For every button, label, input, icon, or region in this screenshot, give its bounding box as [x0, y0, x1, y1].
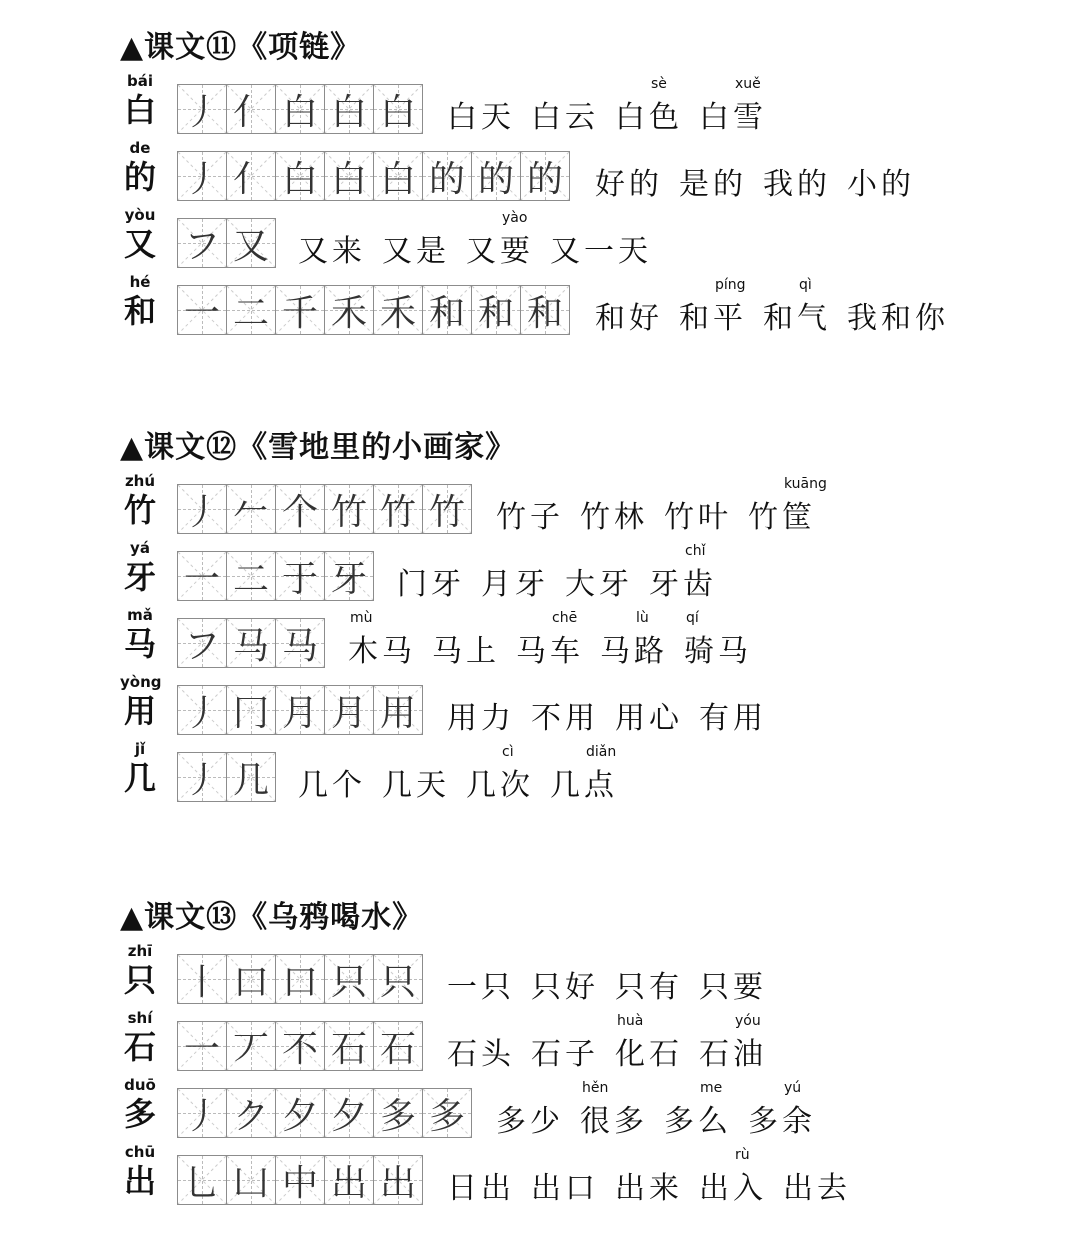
word-text: 白色: [615, 100, 683, 135]
word-pinyin: xuě: [735, 76, 761, 92]
stroke-order-grid: [177, 1088, 472, 1138]
stroke-step: 多: [379, 1095, 416, 1137]
stroke-order-grid: [177, 151, 570, 201]
stroke-step: 竹: [379, 491, 416, 533]
word-text: 化石: [615, 1037, 683, 1072]
word-text: 和平: [679, 301, 747, 336]
stroke-step: 亻: [232, 91, 269, 133]
character-row: [0, 139, 1080, 211]
word-text: 一只: [447, 970, 515, 1005]
character-pinyin: mǎ: [127, 606, 153, 624]
section-title: ▲课文⑪《项链》: [120, 30, 362, 65]
word-text: 马路: [600, 634, 668, 669]
stroke-step: フ: [183, 225, 220, 267]
word-text: 小的: [847, 167, 915, 202]
stroke-step: 夕: [281, 1095, 318, 1137]
character-pinyin: bái: [126, 72, 153, 90]
character: 用: [123, 692, 156, 730]
stroke-step: 一: [183, 292, 220, 334]
stroke-step: 和: [477, 292, 514, 334]
stroke-step: 禾: [330, 292, 367, 334]
character: 马: [123, 625, 156, 663]
stroke-step: 竹: [330, 491, 367, 533]
character: 多: [123, 1095, 156, 1133]
word-text: 石油: [699, 1037, 767, 1072]
word-text: 出来: [615, 1171, 683, 1206]
stroke-box: [374, 152, 423, 200]
stroke-step: 丆: [232, 1028, 269, 1070]
character-row: [0, 740, 1080, 812]
character-row: [0, 273, 1080, 345]
character-pinyin: zhī: [127, 942, 153, 960]
stroke-box: [227, 485, 276, 533]
word-text: 用力: [447, 701, 515, 736]
word-text: 又要: [466, 234, 534, 269]
stroke-box: [423, 152, 472, 200]
word-text: 竹叶: [664, 500, 732, 535]
stroke-box: [227, 1089, 276, 1137]
word-pinyin: me: [700, 1080, 723, 1096]
word-text: 多么: [664, 1104, 732, 1139]
stroke-box: [325, 1156, 374, 1204]
word-text: 几天: [382, 768, 450, 803]
word-pinyin: yú: [784, 1080, 802, 1096]
stroke-step: 马: [232, 625, 269, 667]
word-text: 和气: [763, 301, 831, 336]
stroke-box: [325, 286, 374, 334]
stroke-box: [276, 1089, 325, 1137]
stroke-step: 只: [379, 961, 416, 1003]
word-text: 用心: [615, 701, 683, 736]
stroke-step: 和: [526, 292, 563, 334]
character: 出: [123, 1162, 156, 1200]
stroke-step: 不: [281, 1028, 318, 1070]
stroke-step: 丿: [183, 692, 220, 734]
word-text: 白云: [531, 100, 599, 135]
stroke-box: [227, 1022, 276, 1070]
word-text: 只有: [615, 970, 683, 1005]
stroke-box: [227, 152, 276, 200]
word-text: 只要: [699, 970, 767, 1005]
word-text: 我的: [763, 167, 831, 202]
section-title: ▲课文⑫《雪地里的小画家》: [120, 430, 517, 465]
stroke-box: [276, 1022, 325, 1070]
character-pinyin: yòng: [120, 673, 162, 691]
word-pinyin: chǐ: [685, 543, 706, 559]
character-pinyin: zhú: [124, 472, 156, 490]
word-pinyin: píng: [715, 277, 746, 293]
stroke-step: フ: [183, 625, 220, 667]
word-text: 我和你: [847, 301, 949, 336]
character: 竹: [123, 491, 156, 529]
stroke-step: 石: [379, 1028, 416, 1070]
word-pinyin: lù: [636, 610, 649, 626]
word-pinyin: qí: [686, 610, 699, 626]
stroke-box: [178, 1022, 227, 1070]
stroke-box: [276, 686, 325, 734]
character: 和: [123, 292, 156, 330]
character-pinyin: yòu: [124, 206, 156, 224]
stroke-step: 牙: [330, 558, 367, 600]
stroke-box: [276, 552, 325, 600]
stroke-step: 石: [330, 1028, 367, 1070]
word-text: 出去: [783, 1171, 851, 1206]
stroke-step: 的: [428, 158, 465, 200]
word-pinyin: yào: [502, 210, 528, 226]
stroke-step: 的: [526, 158, 563, 200]
stroke-box: [325, 686, 374, 734]
stroke-box: [374, 1022, 423, 1070]
word-pinyin: kuāng: [784, 476, 827, 492]
word-pinyin: mù: [350, 610, 373, 626]
word-text: 白雪: [699, 100, 767, 135]
stroke-order-grid: [177, 1021, 423, 1071]
stroke-box: [227, 286, 276, 334]
stroke-order-grid: [177, 1155, 423, 1205]
stroke-box: [227, 955, 276, 1003]
stroke-step: 𠂉: [232, 491, 269, 533]
stroke-box: [178, 286, 227, 334]
word-text: 马车: [516, 634, 584, 669]
stroke-step: 千: [281, 292, 318, 334]
stroke-box: [325, 485, 374, 533]
stroke-step: 丿: [183, 91, 220, 133]
stroke-box: [374, 85, 423, 133]
stroke-step: 白: [330, 158, 367, 200]
stroke-order-grid: [177, 618, 325, 668]
stroke-box: [178, 686, 227, 734]
word-text: 石头: [447, 1037, 515, 1072]
stroke-step: 白: [281, 91, 318, 133]
stroke-box: [423, 1089, 472, 1137]
word-text: 又来: [298, 234, 366, 269]
character-row: [0, 606, 1080, 678]
word-text: 石子: [531, 1037, 599, 1072]
stroke-step: 一: [183, 558, 220, 600]
stroke-box: [178, 552, 227, 600]
stroke-step: 一: [183, 1028, 220, 1070]
stroke-step: 亻: [232, 158, 269, 200]
stroke-step: 出: [330, 1162, 367, 1204]
stroke-box: [227, 219, 276, 267]
character: 白: [123, 91, 156, 129]
stroke-box: [276, 286, 325, 334]
stroke-order-grid: [177, 685, 423, 735]
word-text: 白天: [447, 100, 515, 135]
character-pinyin: hé: [129, 273, 151, 291]
word-text: 几次: [466, 768, 534, 803]
word-pinyin: hěn: [582, 1080, 609, 1096]
word-pinyin: chē: [552, 610, 578, 626]
section-title: ▲课文⑬《乌鸦喝水》: [120, 900, 424, 935]
stroke-box: [472, 152, 521, 200]
stroke-box: [227, 552, 276, 600]
stroke-box: [178, 485, 227, 533]
word-text: 日出: [447, 1171, 515, 1206]
word-text: 竹林: [580, 500, 648, 535]
stroke-box: [227, 85, 276, 133]
stroke-box: [178, 753, 227, 801]
word-pinyin: sè: [651, 76, 667, 92]
stroke-box: [374, 955, 423, 1003]
character-row: [0, 539, 1080, 611]
stroke-order-grid: [177, 285, 570, 335]
stroke-step: 只: [330, 961, 367, 1003]
stroke-order-grid: [177, 551, 374, 601]
word-pinyin: yóu: [735, 1013, 761, 1029]
stroke-step: 口: [232, 961, 269, 1003]
stroke-box: [374, 686, 423, 734]
stroke-box: [325, 1022, 374, 1070]
word-text: 很多: [580, 1104, 648, 1139]
stroke-step: 月: [281, 692, 318, 734]
word-text: 不用: [531, 701, 599, 736]
word-text: 多余: [748, 1104, 816, 1139]
word-text: 是的: [679, 167, 747, 202]
stroke-box: [325, 552, 374, 600]
stroke-step: 口: [281, 961, 318, 1003]
stroke-box: [178, 1156, 227, 1204]
stroke-step: 冂: [232, 692, 269, 734]
character: 又: [123, 225, 156, 263]
character-row: [0, 1009, 1080, 1081]
stroke-box: [227, 686, 276, 734]
stroke-step: 凵: [232, 1162, 269, 1204]
stroke-step: 月: [330, 692, 367, 734]
word-text: 多少: [496, 1104, 564, 1139]
word-text: 木马: [348, 634, 416, 669]
word-pinyin: qì: [799, 277, 812, 293]
stroke-step: 白: [379, 91, 416, 133]
word-pinyin: cì: [502, 744, 514, 760]
word-text: 大牙: [565, 567, 633, 602]
word-text: 出入: [699, 1171, 767, 1206]
character: 牙: [123, 558, 156, 596]
word-pinyin: diǎn: [586, 744, 617, 760]
stroke-box: [276, 152, 325, 200]
character-pinyin: duō: [124, 1076, 156, 1094]
stroke-box: [227, 753, 276, 801]
word-text: 几个: [298, 768, 366, 803]
word-text: 骑马: [684, 634, 752, 669]
stroke-box: [521, 286, 570, 334]
stroke-order-grid: [177, 484, 472, 534]
stroke-step: 禾: [379, 292, 416, 334]
stroke-box: [521, 152, 570, 200]
stroke-box: [374, 286, 423, 334]
stroke-step: 于: [281, 558, 318, 600]
stroke-step: 丿: [183, 158, 220, 200]
character: 几: [123, 759, 156, 797]
stroke-step: 丿: [183, 491, 220, 533]
stroke-order-grid: [177, 954, 423, 1004]
stroke-step: 夕: [330, 1095, 367, 1137]
character-row: [0, 72, 1080, 144]
word-text: 又是: [382, 234, 450, 269]
character-pinyin: chū: [124, 1143, 156, 1161]
stroke-step: 丿: [183, 1095, 220, 1137]
stroke-step: 二: [232, 292, 269, 334]
stroke-step: 丿: [183, 759, 220, 801]
stroke-box: [178, 1089, 227, 1137]
stroke-step: 乚: [183, 1162, 220, 1204]
character-row: [0, 673, 1080, 745]
stroke-step: 丨: [183, 961, 220, 1003]
character-row: [0, 472, 1080, 544]
stroke-step: 出: [379, 1162, 416, 1204]
stroke-order-grid: [177, 84, 423, 134]
stroke-box: [374, 1156, 423, 1204]
stroke-step: 马: [281, 625, 318, 667]
word-text: 几点: [550, 768, 618, 803]
character-pinyin: de: [129, 139, 151, 157]
word-text: 只好: [531, 970, 599, 1005]
stroke-box: [178, 955, 227, 1003]
word-text: 月牙: [481, 567, 549, 602]
character: 的: [123, 158, 156, 196]
word-text: 竹筐: [748, 500, 816, 535]
character-row: [0, 1143, 1080, 1215]
stroke-step: ク: [232, 1095, 269, 1137]
stroke-order-grid: [177, 218, 276, 268]
stroke-order-grid: [177, 752, 276, 802]
stroke-box: [374, 1089, 423, 1137]
stroke-box: [276, 955, 325, 1003]
stroke-box: [178, 619, 227, 667]
stroke-box: [423, 485, 472, 533]
stroke-box: [178, 219, 227, 267]
stroke-step: 竹: [428, 491, 465, 533]
stroke-step: 白: [330, 91, 367, 133]
word-text: 好的: [595, 167, 663, 202]
word-text: 门牙: [397, 567, 465, 602]
word-pinyin: rù: [735, 1147, 750, 1163]
stroke-step: 和: [428, 292, 465, 334]
stroke-box: [472, 286, 521, 334]
stroke-step: 的: [477, 158, 514, 200]
character: 只: [123, 961, 156, 999]
stroke-step: 中: [281, 1162, 318, 1204]
stroke-box: [423, 286, 472, 334]
stroke-step: 个: [281, 491, 318, 533]
word-text: 出口: [531, 1171, 599, 1206]
stroke-step: 白: [379, 158, 416, 200]
stroke-box: [227, 1156, 276, 1204]
stroke-box: [227, 619, 276, 667]
stroke-box: [178, 152, 227, 200]
stroke-step: 白: [281, 158, 318, 200]
character-row: [0, 206, 1080, 278]
character-row: [0, 1076, 1080, 1148]
character-pinyin: jǐ: [134, 740, 146, 758]
stroke-step: 二: [232, 558, 269, 600]
stroke-step: 多: [428, 1095, 465, 1137]
stroke-step: 又: [232, 225, 269, 267]
character-row: [0, 942, 1080, 1014]
stroke-box: [325, 152, 374, 200]
stroke-step: 几: [232, 759, 269, 801]
stroke-step: 用: [379, 692, 416, 734]
character: 石: [123, 1028, 156, 1066]
word-text: 又一天: [550, 234, 652, 269]
stroke-box: [325, 85, 374, 133]
stroke-box: [276, 485, 325, 533]
word-text: 竹子: [496, 500, 564, 535]
stroke-box: [325, 1089, 374, 1137]
word-pinyin: huà: [617, 1013, 644, 1029]
word-text: 马上: [432, 634, 500, 669]
character-pinyin: shí: [127, 1009, 153, 1027]
stroke-box: [276, 85, 325, 133]
stroke-box: [374, 485, 423, 533]
stroke-box: [276, 1156, 325, 1204]
word-text: 和好: [595, 301, 663, 336]
stroke-box: [325, 955, 374, 1003]
word-text: 有用: [699, 701, 767, 736]
stroke-box: [276, 619, 325, 667]
stroke-box: [178, 85, 227, 133]
character-pinyin: yá: [130, 539, 150, 557]
word-text: 牙齿: [649, 567, 717, 602]
